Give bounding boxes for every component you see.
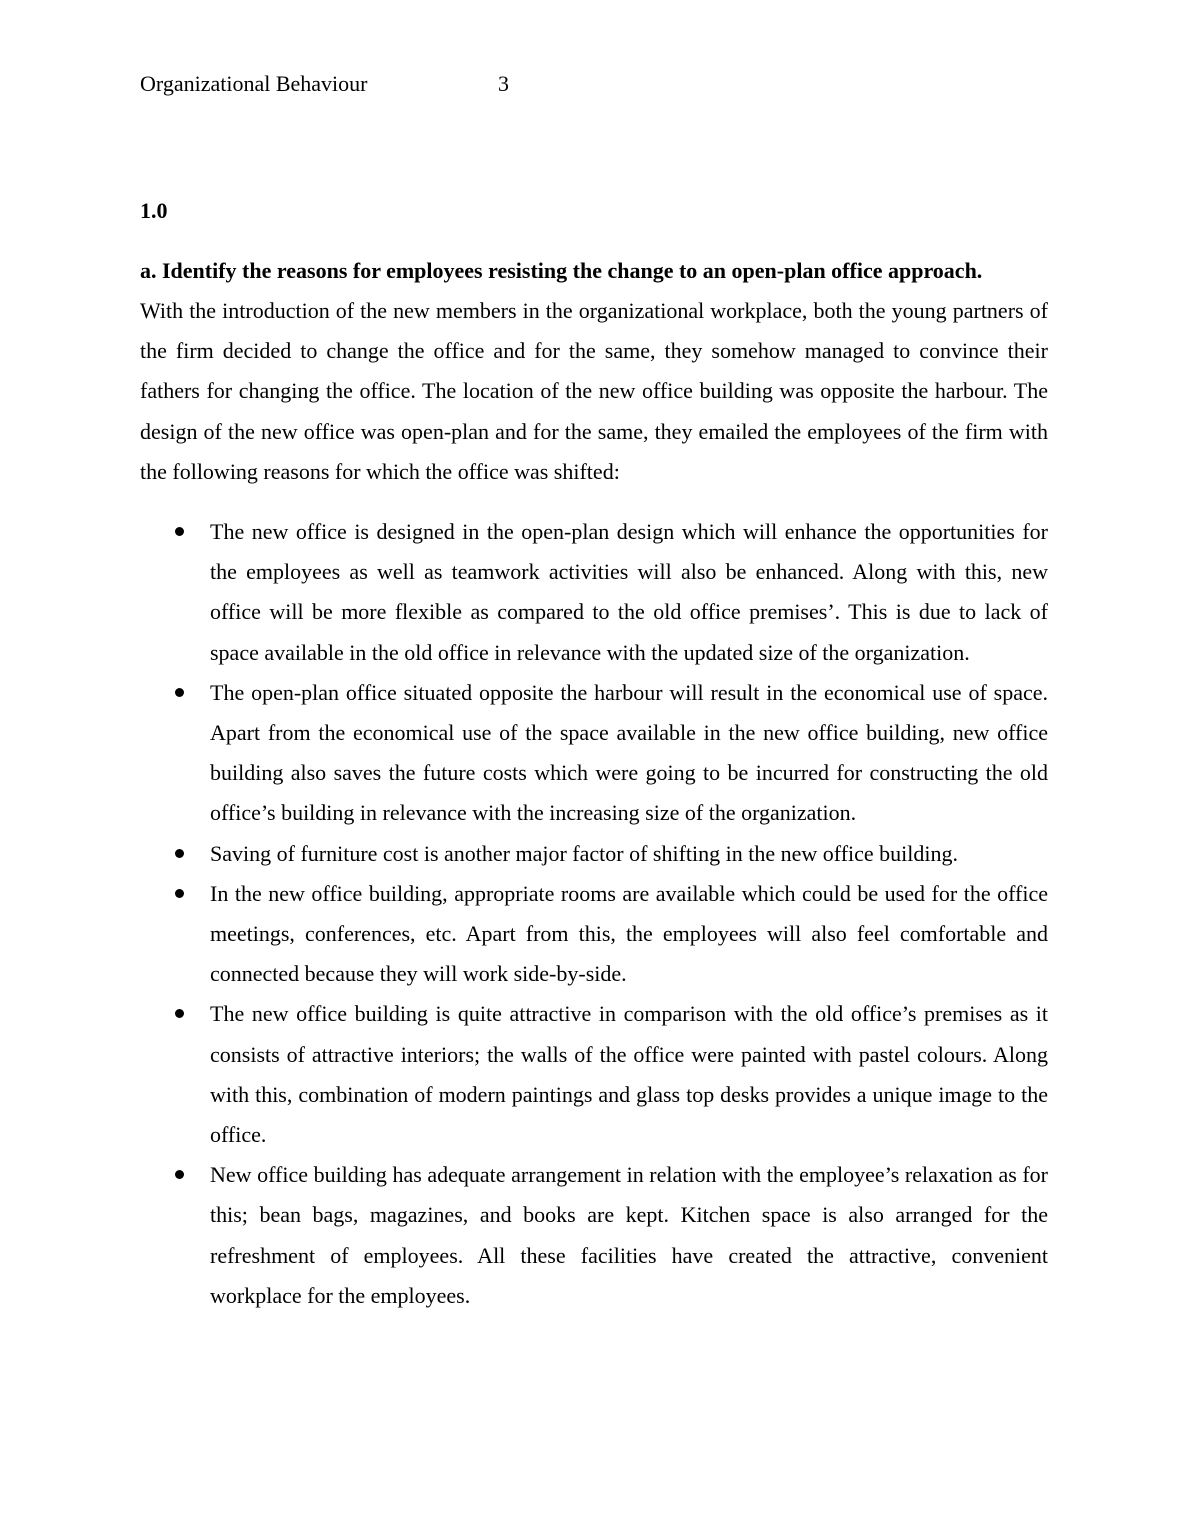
list-item — [140, 512, 1048, 673]
reasons-list — [140, 512, 1048, 1316]
question-heading: a. Identify the reasons for employees resisting the change to an open-plan office approach. — [140, 258, 983, 283]
list-item-text: The new office is designed in the open-plan design which will enhance the opportunities for the employees as well as teamwork activities will also be enhanced. Along with this, new office will be more flexible as compared to the old office premises’. This is due to lack of space available in the old office in relevance with the updated size of the organization. — [210, 519, 1048, 665]
list-item-text: New office building has adequate arrangement in relation with the employee’s relaxation as for this; bean bags, magazines, and books are kept. Kitchen space is also arranged for the refreshment of employees. All these facilities have created the attractive, convenient workplace for the employees. — [210, 1162, 1048, 1308]
list-item — [140, 874, 1048, 995]
intro-paragraph: With the introduction of the new members in the organizational workplace, both the young partners of the firm decided to change the office and for the same, they somehow managed to convince their fathers for changing the office. The location of the new office building was opposite the harbour. The design of the new office was open-plan and for the same, they emailed the employees of the firm with the following reasons for which the office was shifted: — [140, 298, 1048, 484]
bullet-icon — [175, 527, 184, 536]
bullet-icon — [175, 889, 184, 898]
list-item — [140, 994, 1048, 1155]
list-item — [140, 673, 1048, 834]
running-head-title: Organizational Behaviour — [140, 71, 368, 96]
list-item-text: In the new office building, appropriate rooms are available which could be used for the office meetings, conferences, etc. Apart from this, the employees will also feel comfortable and connected because they will work side-by-side. — [210, 880, 1048, 987]
bullet-icon — [175, 849, 184, 858]
section-number: 1.0 — [140, 198, 168, 223]
list-item — [140, 1155, 1048, 1316]
list-item-text: The new office building is quite attractive in comparison with the old office’s premises as it consists of attractive interiors; the walls of the office were painted with pastel colours. Along with this, combination of modern paintings and glass top desks provides a unique image to the office. — [210, 1001, 1048, 1148]
page-number: 3 — [498, 71, 509, 96]
list-item-text: The open-plan office situated opposite the harbour will result in the economical use of space. Apart from the economical use of the space available in the new office building, new office building also saves the future costs which were going to be incurred for constructing the old office’s building in relevance with the increasing size of the organization. — [210, 679, 1048, 826]
list-item — [140, 834, 1048, 874]
bullet-icon — [175, 688, 184, 697]
list-item-text: Saving of furniture cost is another major factor of shifting in the new office building. — [210, 840, 959, 866]
bullet-icon — [175, 1170, 184, 1179]
bullet-icon — [175, 1009, 184, 1018]
